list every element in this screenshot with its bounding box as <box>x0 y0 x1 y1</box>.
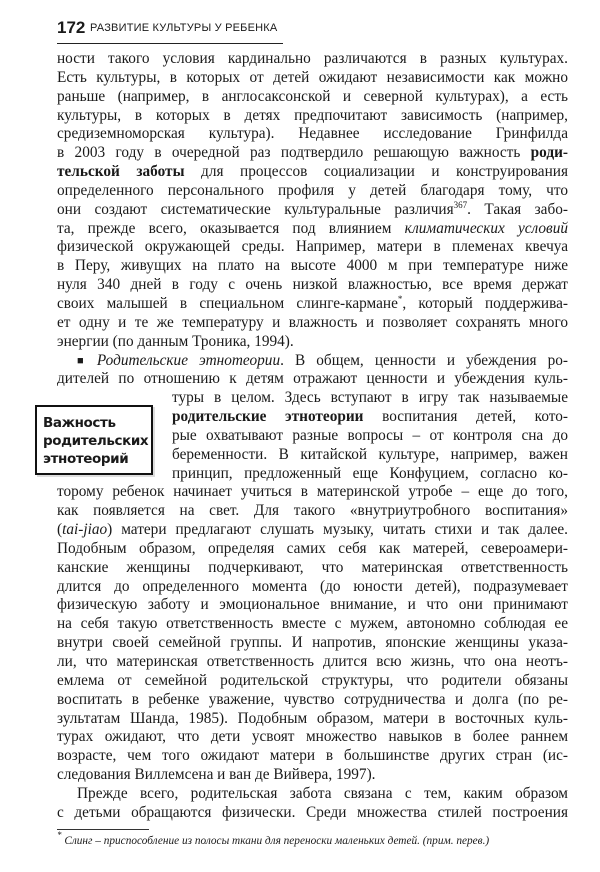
text-line <box>172 427 568 446</box>
text-line <box>57 276 568 295</box>
text-line <box>57 483 568 502</box>
text-run: нуля 340 дней в году с очень низкой влажностью, все время держат <box>57 276 568 294</box>
text-run: , который поддержива- <box>402 294 568 312</box>
text-line <box>57 766 568 785</box>
bold-term: роди- <box>530 144 568 162</box>
text-line <box>57 596 568 615</box>
text-line <box>172 446 568 465</box>
text-line <box>57 653 568 672</box>
margin-note-line: этнотеорий <box>43 451 129 467</box>
bold-term: родительские этнотеории <box>172 408 364 426</box>
text-run: ет одну и те же температуру и влажность и позволяет сохранять много <box>57 313 568 331</box>
text-line <box>57 257 568 276</box>
text-line <box>57 295 568 314</box>
text-run: . В общем, ценности и убеждения ро- <box>280 351 568 369</box>
text-line <box>57 238 568 257</box>
text-line <box>57 785 568 804</box>
bullet-icon: ■ <box>77 354 91 367</box>
text-run: на себя такую ответственность вместе с мужем, автономно соблюдая ее <box>57 615 568 633</box>
text-run: Прежде всего, родительская забота связана с тем, каким образом <box>77 784 568 802</box>
italic-text: tai-jiao <box>62 521 108 539</box>
text-line <box>172 408 568 427</box>
text-line <box>57 144 568 163</box>
text-line <box>57 540 568 559</box>
text-line <box>57 728 568 747</box>
text-run: как появляется на свет. Для такого «внутриутробного воспитания» <box>57 502 568 520</box>
text-run: физической окружающей среды. Например, матери в племенах квечуа <box>57 238 568 256</box>
text-run: своих малышей в специальном слинге-кармане <box>57 294 398 312</box>
text-run: торому ребенок начинает учиться в материнской утробе – еще до того, <box>57 483 568 501</box>
italic-text: Родительские этнотеории <box>96 351 281 369</box>
text-run: воспитания детей, кото- <box>363 408 568 426</box>
text-run: Подобным образом, определяя самих себя как матерей, североамери- <box>57 539 568 557</box>
text-run: принцип, предложенный еще Конфуцием, согласно ко- <box>172 464 568 482</box>
text-line <box>57 201 568 220</box>
text-run: рые охватывают разные вопросы – от контроля сна до <box>172 426 568 444</box>
text-run: возрасте, чем того ожидают матери в большинстве других стран (ис- <box>57 747 568 765</box>
margin-note-line: Важность <box>43 415 116 431</box>
text-line <box>57 163 568 182</box>
text-run: с детьми обращаются физически. Среди множества стилей построения <box>57 803 568 821</box>
text-run: канские женщины подчеркивают, что материнская ответственность <box>57 558 568 576</box>
text-line <box>57 502 568 521</box>
running-header <box>57 18 283 44</box>
margin-note-box <box>35 405 153 475</box>
bold-term: тельской заботы <box>57 163 185 181</box>
superscript-ref: 367 <box>453 199 468 210</box>
text-line <box>57 69 568 88</box>
text-run: Есть культуры, в которых от детей ожидают независимости как можно <box>57 68 568 86</box>
running-title: РАЗВИТИЕ КУЛЬТУРЫ У РЕБЕНКА <box>90 22 278 34</box>
superscript-ref: * <box>397 293 403 304</box>
text-run: ности такого условия кардинально различаются в разных культурах. <box>57 50 568 67</box>
text-run: воспитать в ребенке уважение, чувство сотрудничества и долга (по ре- <box>57 690 568 708</box>
text-line <box>57 634 568 653</box>
footnote-mark: * <box>57 830 62 840</box>
text-run: туры в целом. Здесь вступают в игру так называемые <box>172 389 568 407</box>
text-line <box>57 333 568 352</box>
text-run: они создают систематические культуральные различия <box>57 200 454 218</box>
text-run: следования Виллемсена и ван де Вийвера, 1997). <box>57 766 376 784</box>
text-line <box>57 182 568 201</box>
text-line <box>57 672 568 691</box>
text-line <box>57 804 568 823</box>
text-run: определенного персонального профиля у детей благодаря тому, что <box>57 181 568 199</box>
footnote-text: Слинг – приспособление из полосы ткани для переноски маленьких детей. (прим. перев.) <box>61 835 490 847</box>
text-run: . Такая забо- <box>467 200 568 218</box>
text-run: раньше (например, в англосаксонской и северной культурах), а есть <box>57 87 568 105</box>
text-line <box>57 50 568 69</box>
footnote-divider <box>57 829 149 830</box>
text-line <box>57 615 568 634</box>
text-line <box>57 559 568 578</box>
text-line <box>57 352 568 371</box>
text-line <box>57 88 568 107</box>
margin-note-line: родительских <box>43 433 149 449</box>
text-run: турах ожидают, что дети усвоят множество навыков в более раннем <box>57 728 568 746</box>
text-run: физическую заботу и эмоциональное внимание, и что они принимают <box>57 596 568 614</box>
text-line <box>57 691 568 710</box>
text-run: зультатам Шанда, 1985). Подобным образом, матери в восточных куль- <box>57 709 568 727</box>
text-line <box>57 578 568 597</box>
text-line <box>57 370 568 389</box>
text-run: в 2003 году в очередной раз подтвердило решающую важность <box>57 144 531 162</box>
text-run: длится до определенного момента (до юности детей), подразумевает <box>57 577 568 595</box>
text-run: энергии (по данным Троника, 1994). <box>57 332 294 350</box>
text-run: ) матери предлагают слушать музыку, читать стихи и так далее. <box>107 521 568 539</box>
text-run: ли, что материнская ответственность длится всю жизнь, что она неотъ- <box>57 653 568 670</box>
text-run: культуры, в которых в детях предпочитают зависимость (например, <box>57 106 568 124</box>
text-line <box>57 521 568 540</box>
text-run: беременности. В китайской культуре, например, важен <box>172 445 568 463</box>
text-line <box>57 314 568 333</box>
text-line <box>172 465 568 484</box>
text-line <box>57 125 568 144</box>
text-run: в Перу, живущих на плато на высоте 4000 м при температуре ниже <box>57 257 568 275</box>
text-run: та, прежде всего, оказывается под влиянием <box>57 219 405 237</box>
text-line <box>57 710 568 729</box>
text-line <box>172 389 568 408</box>
text-line <box>57 747 568 766</box>
text-run: дителей по отношению к детям отражают ценности и убеждения куль- <box>57 370 568 388</box>
page-number: 172 <box>57 18 86 37</box>
text-run: средиземноморская культура). Недавнее исследование Гринфилда <box>57 125 568 143</box>
footnote <box>57 830 490 847</box>
text-line <box>57 107 568 126</box>
text-line <box>57 220 568 239</box>
text-run: емлема от семейной родительской структуры, что родители обязаны <box>57 671 568 689</box>
text-run: для процессов социализации и конструирования <box>184 163 568 181</box>
text-run: внутри своей семейной группы. И напротив, японские женщины указа- <box>57 634 568 652</box>
italic-text: климатических условий <box>404 219 568 237</box>
text-run: ( <box>57 521 63 539</box>
